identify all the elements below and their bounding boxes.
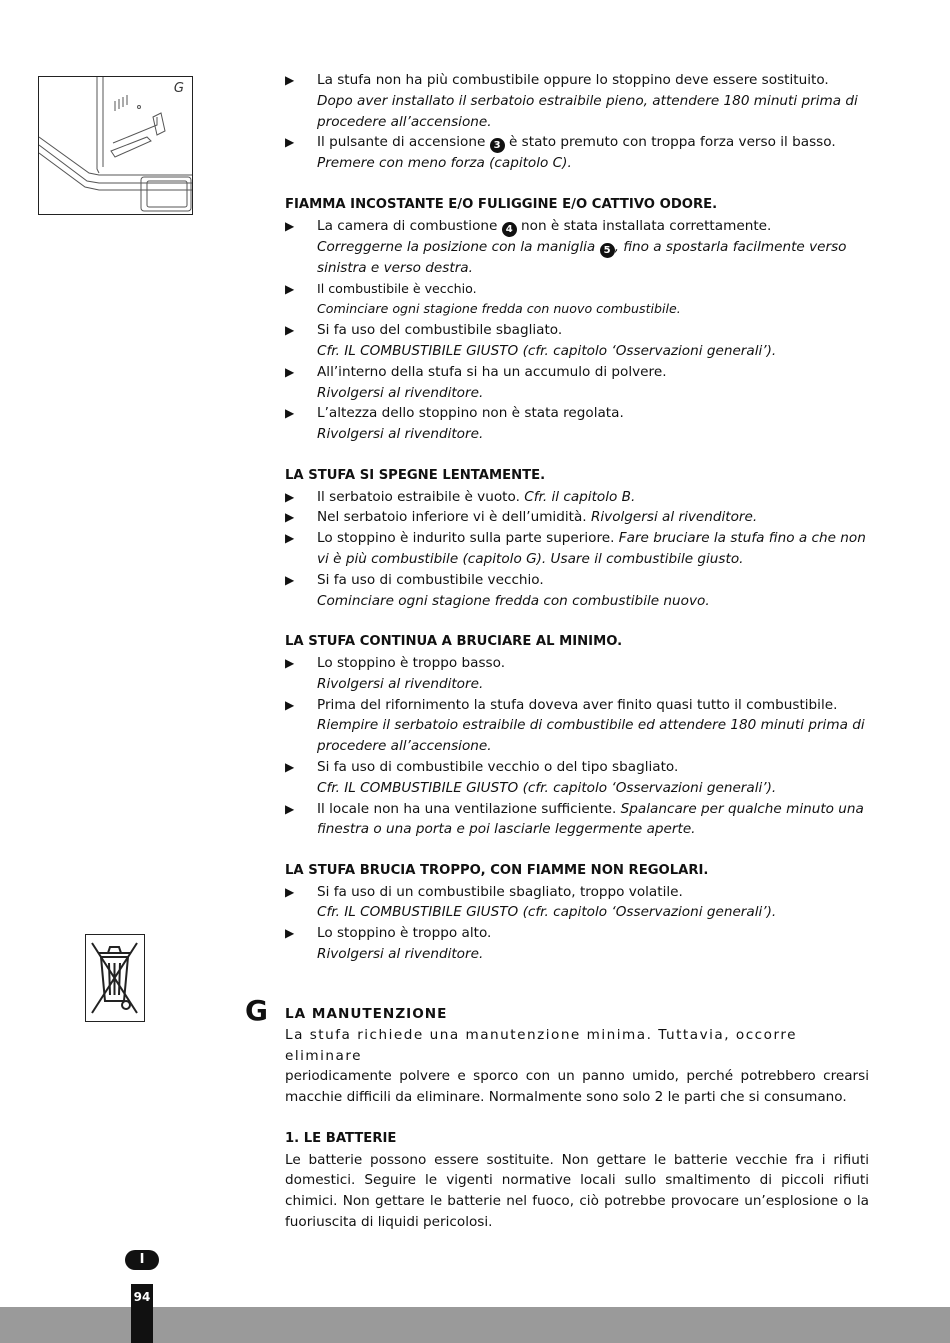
batteries-text: Le batterie possono essere sostituite. Non gettare le batterie vecchie fra i rifiuti domestici. Seguire le vigenti normative locali sullo smaltimento di piccoli rifiuti chimici. Non gettare le batterie nel fuoco, ciò potrebbe provocare un’esplosione o la fuoriuscita di liquidi pericolosi. — [285, 1151, 869, 1230]
section-slow-extinguish — [285, 466, 869, 612]
list-item — [285, 362, 869, 404]
bullet-arrow-icon: ▶ — [285, 406, 295, 421]
problem-text: Lo stoppino è indurito sulla parte superiore. Fare bruciare la stufa fino a che non vi è più combustibile (capitolo G). Usare il combustibile giusto. — [317, 530, 866, 567]
list-item — [285, 132, 869, 174]
section-burns-minimum — [285, 632, 869, 840]
problem-text: Si fa uso di combustibile vecchio o del tipo sbagliato. — [317, 758, 679, 775]
list-item — [285, 757, 869, 799]
crossed-bin-icon — [86, 935, 143, 1020]
remedy-text: Dopo aver installato il serbatoio estraibile pieno, attendere 180 minuti prima di procedere all’accensione. — [317, 92, 858, 130]
problem-text: La stufa non ha più combustibile oppure lo stoppino deve essere sostituito. — [317, 72, 829, 88]
list-item — [285, 695, 869, 757]
weee-symbol — [85, 934, 145, 1022]
problem-text: L’altezza dello stoppino non è stata regolata. — [317, 405, 624, 422]
remedy-text: Correggerne la posizione con la maniglia 5 , fino a spostarla facilmente verso sinistra e verso destra. — [317, 238, 847, 276]
bullet-arrow-icon: ▶ — [285, 281, 295, 296]
bullet-arrow-icon: ▶ — [285, 489, 295, 504]
problem-text: Si fa uso di un combustibile sbagliato, troppo volatile. — [317, 883, 683, 900]
bullet-arrow-icon: ▶ — [285, 697, 295, 712]
list-item — [285, 570, 869, 612]
stove-drawing-icon — [39, 77, 193, 215]
problem-text: Il combustibile è vecchio. — [317, 280, 477, 296]
list-item — [285, 923, 869, 965]
language-badge: I — [125, 1250, 159, 1270]
bullet-arrow-icon: ▶ — [285, 73, 295, 87]
intro-items — [285, 70, 869, 174]
remedy-text: Rivolgersi al rivenditore. — [317, 946, 484, 963]
list-item — [285, 279, 869, 321]
problem-text: All’interno della stufa si ha un accumulo di polvere. — [317, 363, 667, 380]
problem-text: Il pulsante di accensione 3 è stato premuto con troppa forza verso il basso. — [317, 134, 836, 152]
maintenance-section — [285, 1004, 869, 1233]
problem-text: Prima del rifornimento la stufa doveva aver finito quasi tutto il combustibile. — [317, 696, 838, 713]
list-item — [285, 70, 869, 132]
list-item — [285, 507, 869, 528]
section-burns-too-much — [285, 861, 869, 965]
remedy-text: Rivolgersi al rivenditore. — [317, 675, 484, 692]
maintenance-title: LA MANUTENZIONE — [285, 1006, 448, 1022]
problem-text: Nel serbatoio inferiore vi è dell’umidità. Rivolgersi al rivenditore. — [317, 509, 758, 526]
problem-text: Il locale non ha una ventilazione sufficiente. Spalancare per qualche minuto una finestra o una porta e poi lasciarle leggermente aperte. — [317, 800, 864, 838]
list-item — [285, 320, 869, 362]
list-item — [285, 882, 869, 924]
remedy-text: Cfr. IL COMBUSTIBILE GIUSTO (cfr. capitolo ‘Osservazioni generali’). — [317, 779, 777, 796]
section-title: LA STUFA BRUCIA TROPPO, CON FIAMME NON REGOLARI. — [285, 862, 709, 878]
remedy-text: Rivolgersi al rivenditore. — [317, 426, 484, 443]
list-item — [285, 528, 869, 570]
remedy-text: Cominciare ogni stagione fredda con nuovo combustibile. — [317, 301, 681, 317]
bullet-arrow-icon: ▶ — [285, 926, 295, 941]
problem-text: Il serbatoio estraibile è vuoto. Cfr. il capitolo B. — [317, 488, 636, 505]
number-3-icon: 3 — [490, 138, 505, 153]
bullet-arrow-icon: ▶ — [285, 218, 295, 233]
bullet-arrow-icon: ▶ — [285, 884, 295, 899]
remedy-text: Cominciare ogni stagione fredda con combustibile nuovo. — [317, 592, 710, 609]
remedy-text: Premere con meno forza (capitolo C). — [317, 155, 572, 172]
bullet-arrow-icon: ▶ — [285, 510, 295, 525]
troubleshooting-content — [285, 70, 869, 986]
section-title: LA STUFA CONTINUA A BRUCIARE AL MINIMO. — [285, 634, 623, 650]
list-item — [285, 403, 869, 445]
batteries-title: 1. LE BATTERIE — [285, 1130, 397, 1146]
problem-text: Lo stoppino è troppo basso. — [317, 654, 506, 671]
number-5-icon: 5 — [600, 243, 615, 258]
remedy-text: Riempire il serbatoio estraibile di combustibile ed attendere 180 minuti prima di procedere all’accensione. — [317, 717, 865, 755]
section-title: LA STUFA SI SPEGNE LENTAMENTE. — [285, 467, 546, 483]
list-item — [285, 216, 869, 279]
section-irregular-flame — [285, 195, 869, 445]
stove-figure — [38, 76, 193, 215]
bullet-arrow-icon: ▶ — [285, 801, 295, 816]
figure-label: G — [173, 81, 184, 96]
bullet-arrow-icon: ▶ — [285, 135, 295, 150]
chapter-letter: G — [245, 994, 268, 1027]
section-title: FIAMMA INCOSTANTE E/O FULIGGINE E/O CATTIVO ODORE. — [285, 196, 718, 212]
bullet-arrow-icon: ▶ — [285, 323, 295, 338]
maintenance-intro: La stufa richiede una manutenzione minima. Tuttavia, occorre eliminare periodicamente polvere e sporco con un panno umido, perché potrebbero crearsi macchie difficili da eliminare. Normalmente sono solo 2 le parti che si consumano. — [285, 1026, 869, 1106]
bullet-arrow-icon: ▶ — [285, 759, 295, 774]
problem-text: Lo stoppino è troppo alto. — [317, 925, 492, 942]
number-4-icon: 4 — [502, 222, 517, 237]
list-item — [285, 487, 869, 508]
remedy-text: Cfr. IL COMBUSTIBILE GIUSTO (cfr. capitolo ‘Osservazioni generali’). — [317, 904, 777, 921]
list-item — [285, 799, 869, 841]
remedy-text: Rivolgersi al rivenditore. — [317, 384, 484, 401]
bullet-arrow-icon: ▶ — [285, 531, 295, 546]
bullet-arrow-icon: ▶ — [285, 655, 295, 670]
list-item — [285, 653, 869, 695]
problem-text: Si fa uso del combustibile sbagliato. — [317, 322, 563, 339]
bullet-arrow-icon: ▶ — [285, 364, 295, 379]
problem-text: Si fa uso di combustibile vecchio. — [317, 571, 544, 588]
page-number: 94 — [133, 1290, 151, 1304]
remedy-text: Cfr. IL COMBUSTIBILE GIUSTO (cfr. capitolo ‘Osservazioni generali’). — [317, 342, 777, 359]
problem-text: La camera di combustione 4 non è stata installata correttamente. — [317, 217, 772, 235]
bullet-arrow-icon: ▶ — [285, 572, 295, 587]
